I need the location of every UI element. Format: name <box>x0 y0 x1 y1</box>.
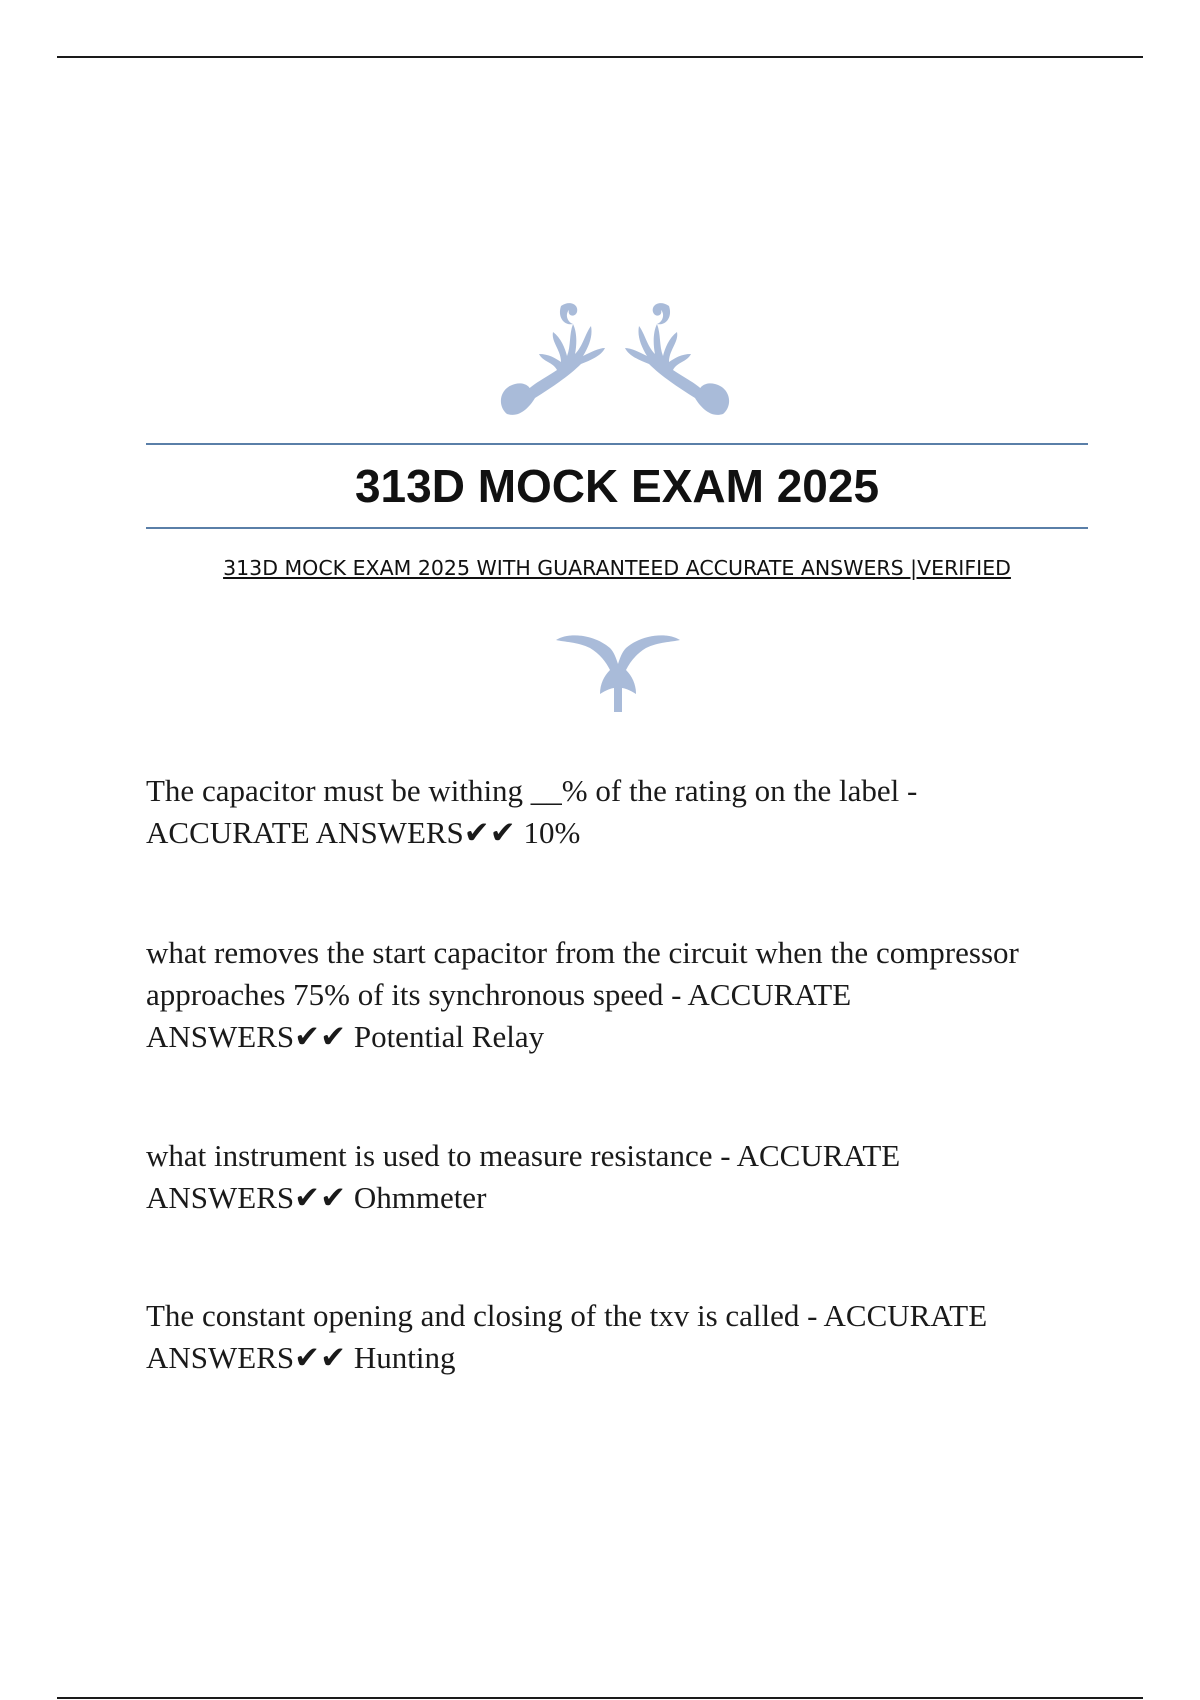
fleuron-ornament-icon <box>554 628 682 712</box>
question-item-2 <box>146 932 1106 1058</box>
question-item-4 <box>146 1295 1106 1379</box>
page-top-rule <box>57 56 1143 58</box>
question-line: The capacitor must be withing __% of the rating on the label - <box>146 773 918 808</box>
title-rule-upper <box>146 443 1088 445</box>
question-line: The constant opening and closing of the txv is called - ACCURATE <box>146 1298 988 1333</box>
answer-line: ANSWERS✔✔ Ohmmeter <box>146 1180 487 1215</box>
document-subtitle: 313D MOCK EXAM 2025 WITH GUARANTEED ACCURATE ANSWERS |VERIFIED <box>223 556 1011 580</box>
question-line: approaches 75% of its synchronous speed - ACCURATE <box>146 977 852 1012</box>
page-bottom-rule <box>57 1697 1143 1699</box>
question-item-1 <box>146 770 1106 854</box>
answer-line: ANSWERS✔✔ Potential Relay <box>146 1019 545 1054</box>
document-title: 313D MOCK EXAM 2025 <box>354 460 880 512</box>
question-line: what instrument is used to measure resistance - ACCURATE <box>146 1138 901 1173</box>
answer-line: ANSWERS✔✔ Hunting <box>146 1340 456 1375</box>
answer-line: ACCURATE ANSWERS✔✔ 10% <box>146 815 581 850</box>
title-rule-lower <box>146 527 1088 529</box>
floral-ornament-icon <box>495 296 735 426</box>
question-item-3 <box>146 1135 1106 1219</box>
question-line: what removes the start capacitor from the circuit when the compressor <box>146 935 1019 970</box>
